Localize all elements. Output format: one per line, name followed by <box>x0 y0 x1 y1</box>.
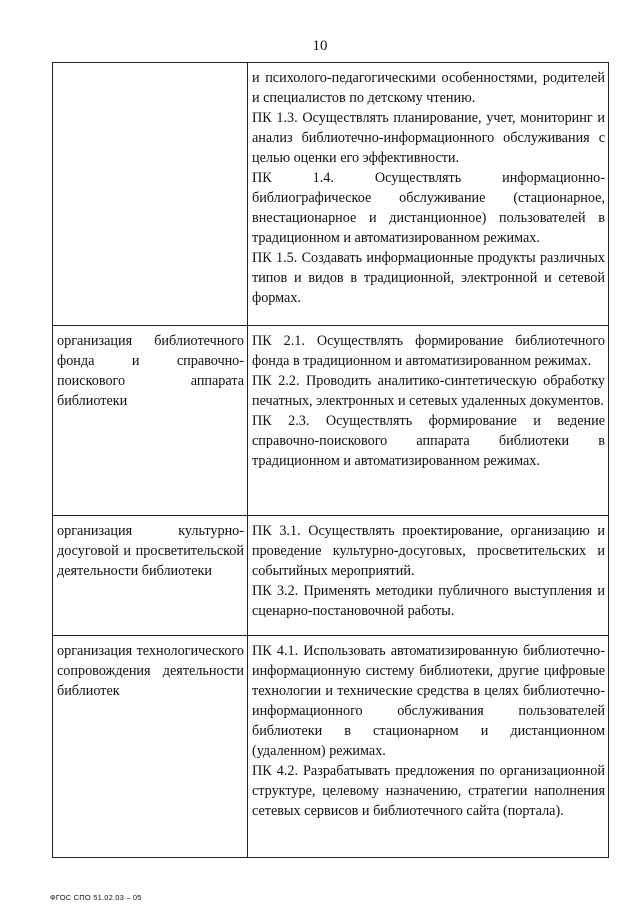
competencies-cell <box>248 516 609 636</box>
competency-text: ПК 4.1. Использовать автоматизированную библиотечно-информационную систему библиотеки, другие цифровые технологии и технические средства в целях библиотечно-информационного обслуживания пользователей библиотеки в стационарном и дистанционном (удаленном) режимах. <box>252 643 605 759</box>
activity-area-cell <box>53 63 248 326</box>
document-code-footer: ФГОС СПО 51.02.03 – 05 <box>50 893 142 902</box>
competency-text: ПК 2.3. Осуществлять формирование и ведение справочно-поискового аппарата библиотеки в традиционном и автоматизированном режимах. <box>252 413 605 469</box>
activity-area-cell: организация культурно-досуговой и просветительской деятельности библиотеки <box>53 516 248 636</box>
competency-text: ПК 1.3. Осуществлять планирование, учет, мониторинг и анализ библиотечно-информационного обслуживания с целью оценки его эффективности. <box>252 110 605 166</box>
competency-text: ПК 1.5. Создавать информационные продукты различных типов и видов в традиционной, электронной и сетевой формах. <box>252 250 605 306</box>
table-row <box>53 326 609 516</box>
competency-text: ПК 2.2. Проводить аналитико-синтетическую обработку печатных, электронных и сетевых удаленных документов. <box>252 373 605 409</box>
activity-area-cell: организация технологического сопровождения деятельности библиотек <box>53 636 248 858</box>
competencies-cell <box>248 636 609 858</box>
table-row <box>53 516 609 636</box>
activity-area-cell: организация библиотечного фонда и справочно-поискового аппарата библиотеки <box>53 326 248 516</box>
competency-text: ПК 2.1. Осуществлять формирование библиотечного фонда в традиционном и автоматизированном режимах. <box>252 333 605 369</box>
page-number: 10 <box>312 38 328 54</box>
competency-text: ПК 1.4. Осуществлять информационно-библиографическое обслуживание (стационарное, внестационарное и дистанционное) пользователей в традиционном и автоматизированном режимах. <box>252 170 605 246</box>
competency-text: ПК 3.1. Осуществлять проектирование, организацию и проведение культурно-досуговых, просветительских и событийных мероприятий. <box>252 523 605 579</box>
competencies-cell <box>248 326 609 516</box>
competencies-table <box>52 62 609 858</box>
table-row <box>53 636 609 858</box>
competency-text: ПК 3.2. Применять методики публичного выступления и сценарно-постановочной работы. <box>252 583 605 619</box>
competency-text: и психолого-педагогическими особенностями, родителей и специалистов по детскому чтению. <box>252 70 605 106</box>
competency-text: ПК 4.2. Разрабатывать предложения по организационной структуре, целевому назначению, стратегии наполнения сетевых сервисов и библиотечного сайта (портала). <box>252 763 605 819</box>
competencies-cell <box>248 63 609 326</box>
table-row <box>53 63 609 326</box>
